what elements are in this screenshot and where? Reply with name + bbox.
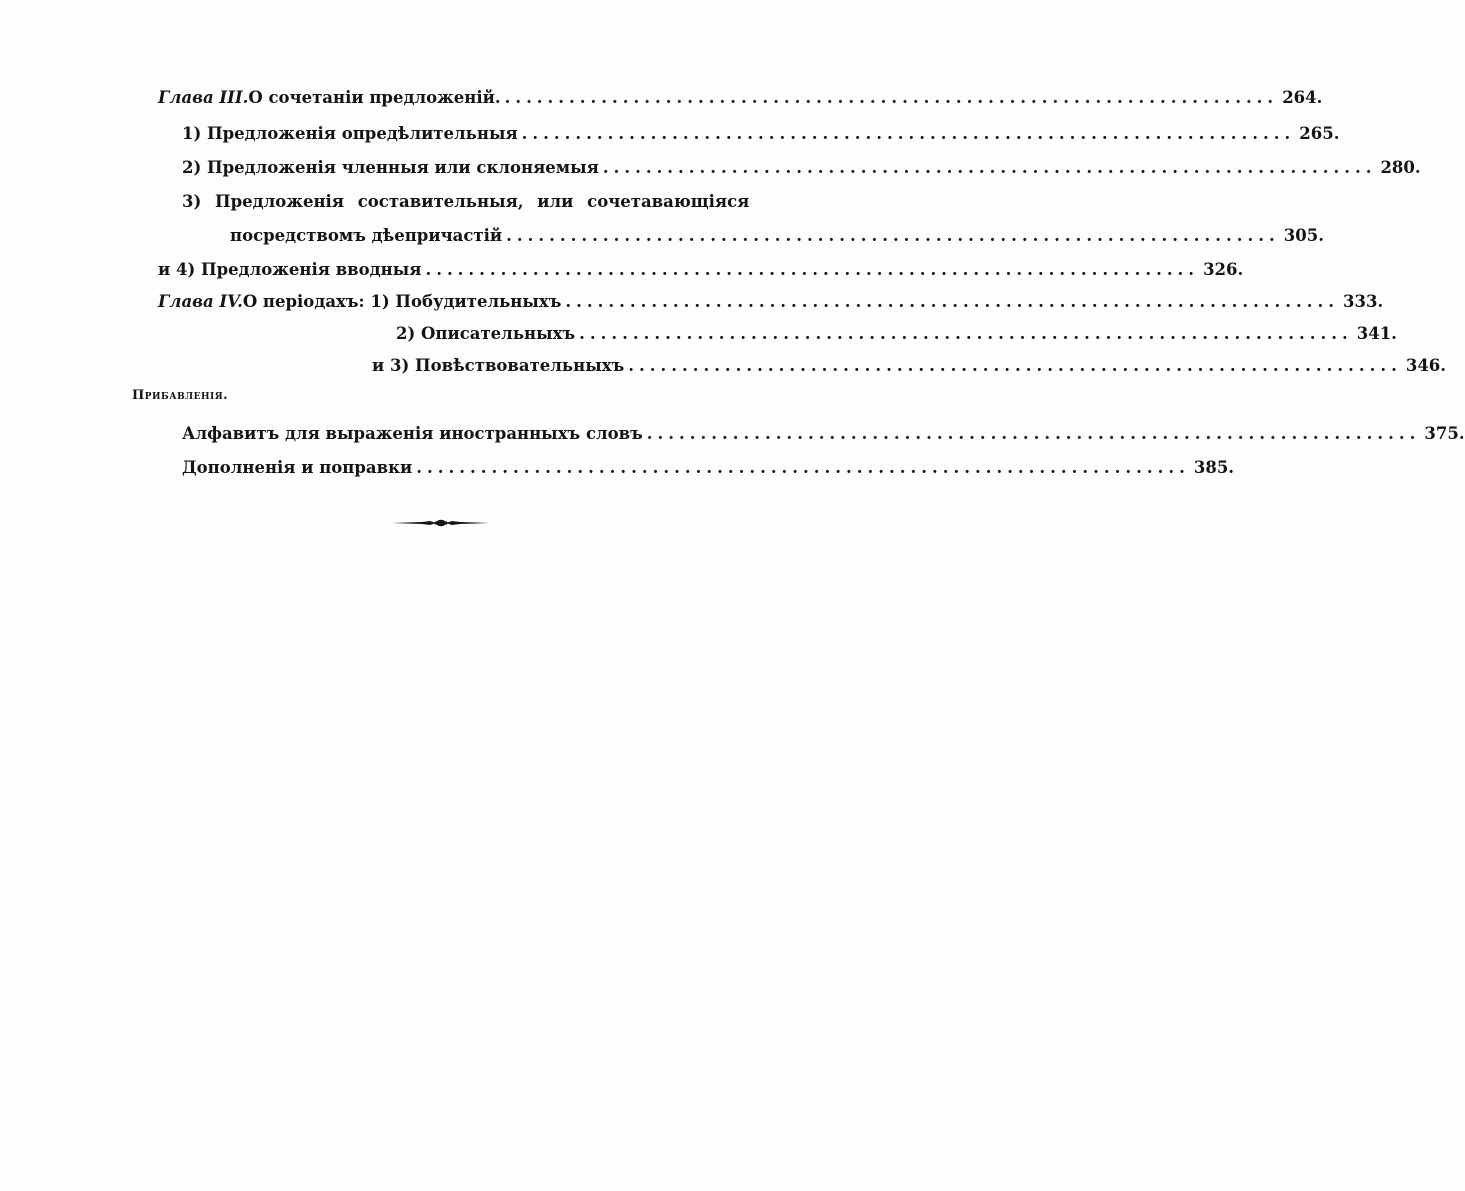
leader-dots: ........................................................................ <box>506 226 1280 245</box>
page-number: 346. <box>1405 356 1447 375</box>
toc-entry-narrative <box>372 356 1447 382</box>
entry-title: 2) Описательныхъ <box>396 324 576 343</box>
toc-entry-item3-line1 <box>182 192 750 218</box>
leader-dots: ........................................................................ <box>579 324 1353 343</box>
leader-dots: ........................................................................ <box>628 356 1402 375</box>
entry-title: 1) Предложенія опредѣлительныя <box>182 124 518 143</box>
page-number: 264. <box>1282 88 1323 107</box>
toc-entry-item3-line2 <box>230 226 1324 252</box>
entry-title: и 3) Повѣствовательныхъ <box>372 356 625 375</box>
page-number: 280. <box>1380 158 1421 177</box>
entry-title: и 4) Предложенія вводныя <box>158 260 422 279</box>
chapter-label: Глава IV. <box>158 292 243 311</box>
leader-dots: ........................................................................ <box>416 458 1190 477</box>
page-number: 326. <box>1203 260 1244 279</box>
page-number: 385. <box>1193 458 1235 477</box>
page-number: 333. <box>1343 292 1384 311</box>
page-number: 305. <box>1283 226 1324 245</box>
toc-entry-item2 <box>182 158 1421 184</box>
entry-title: 2) Предложенія членныя или склоняемыя <box>182 158 599 177</box>
toc-entry-appendix2 <box>182 458 1235 484</box>
page-number: 341. <box>1356 324 1397 343</box>
page-number: 375. <box>1424 424 1465 443</box>
toc-entry-item4 <box>158 260 1244 286</box>
leader-dots: ........................................................................ <box>646 424 1421 443</box>
chapter-label: Глава III. <box>158 88 249 107</box>
leader-dots: ........................................................................ <box>602 158 1377 177</box>
page-number: 265. <box>1299 124 1340 143</box>
appendix-heading: Прибавленія. <box>132 388 229 403</box>
entry-title: 3) Предложенія составительныя, или сочетавающіяся <box>182 192 750 211</box>
toc-entry-chapter3 <box>158 88 1323 114</box>
leader-dots: ........................................................................ <box>504 88 1279 107</box>
toc-entry-descriptive <box>396 324 1397 350</box>
leader-dots: ........................................................................ <box>565 292 1340 311</box>
leader-dots: ........................................................................ <box>521 124 1296 143</box>
toc-entry-appendix1 <box>182 424 1465 450</box>
entry-title: О сочетаніи предложеній. <box>248 88 501 107</box>
leader-dots: ........................................................................ <box>425 260 1200 279</box>
ornament-divider <box>392 516 490 530</box>
entry-title: О періодахъ: 1) Побудительныхъ <box>242 292 562 311</box>
toc-entry-chapter4 <box>158 292 1384 318</box>
entry-title: посредствомъ дѣепричастій <box>230 226 503 245</box>
entry-title: Дополненія и поправки <box>182 458 413 477</box>
entry-title: Алфавитъ для выраженія иностранныхъ словъ <box>182 424 643 443</box>
toc-entry-item1 <box>182 124 1340 150</box>
